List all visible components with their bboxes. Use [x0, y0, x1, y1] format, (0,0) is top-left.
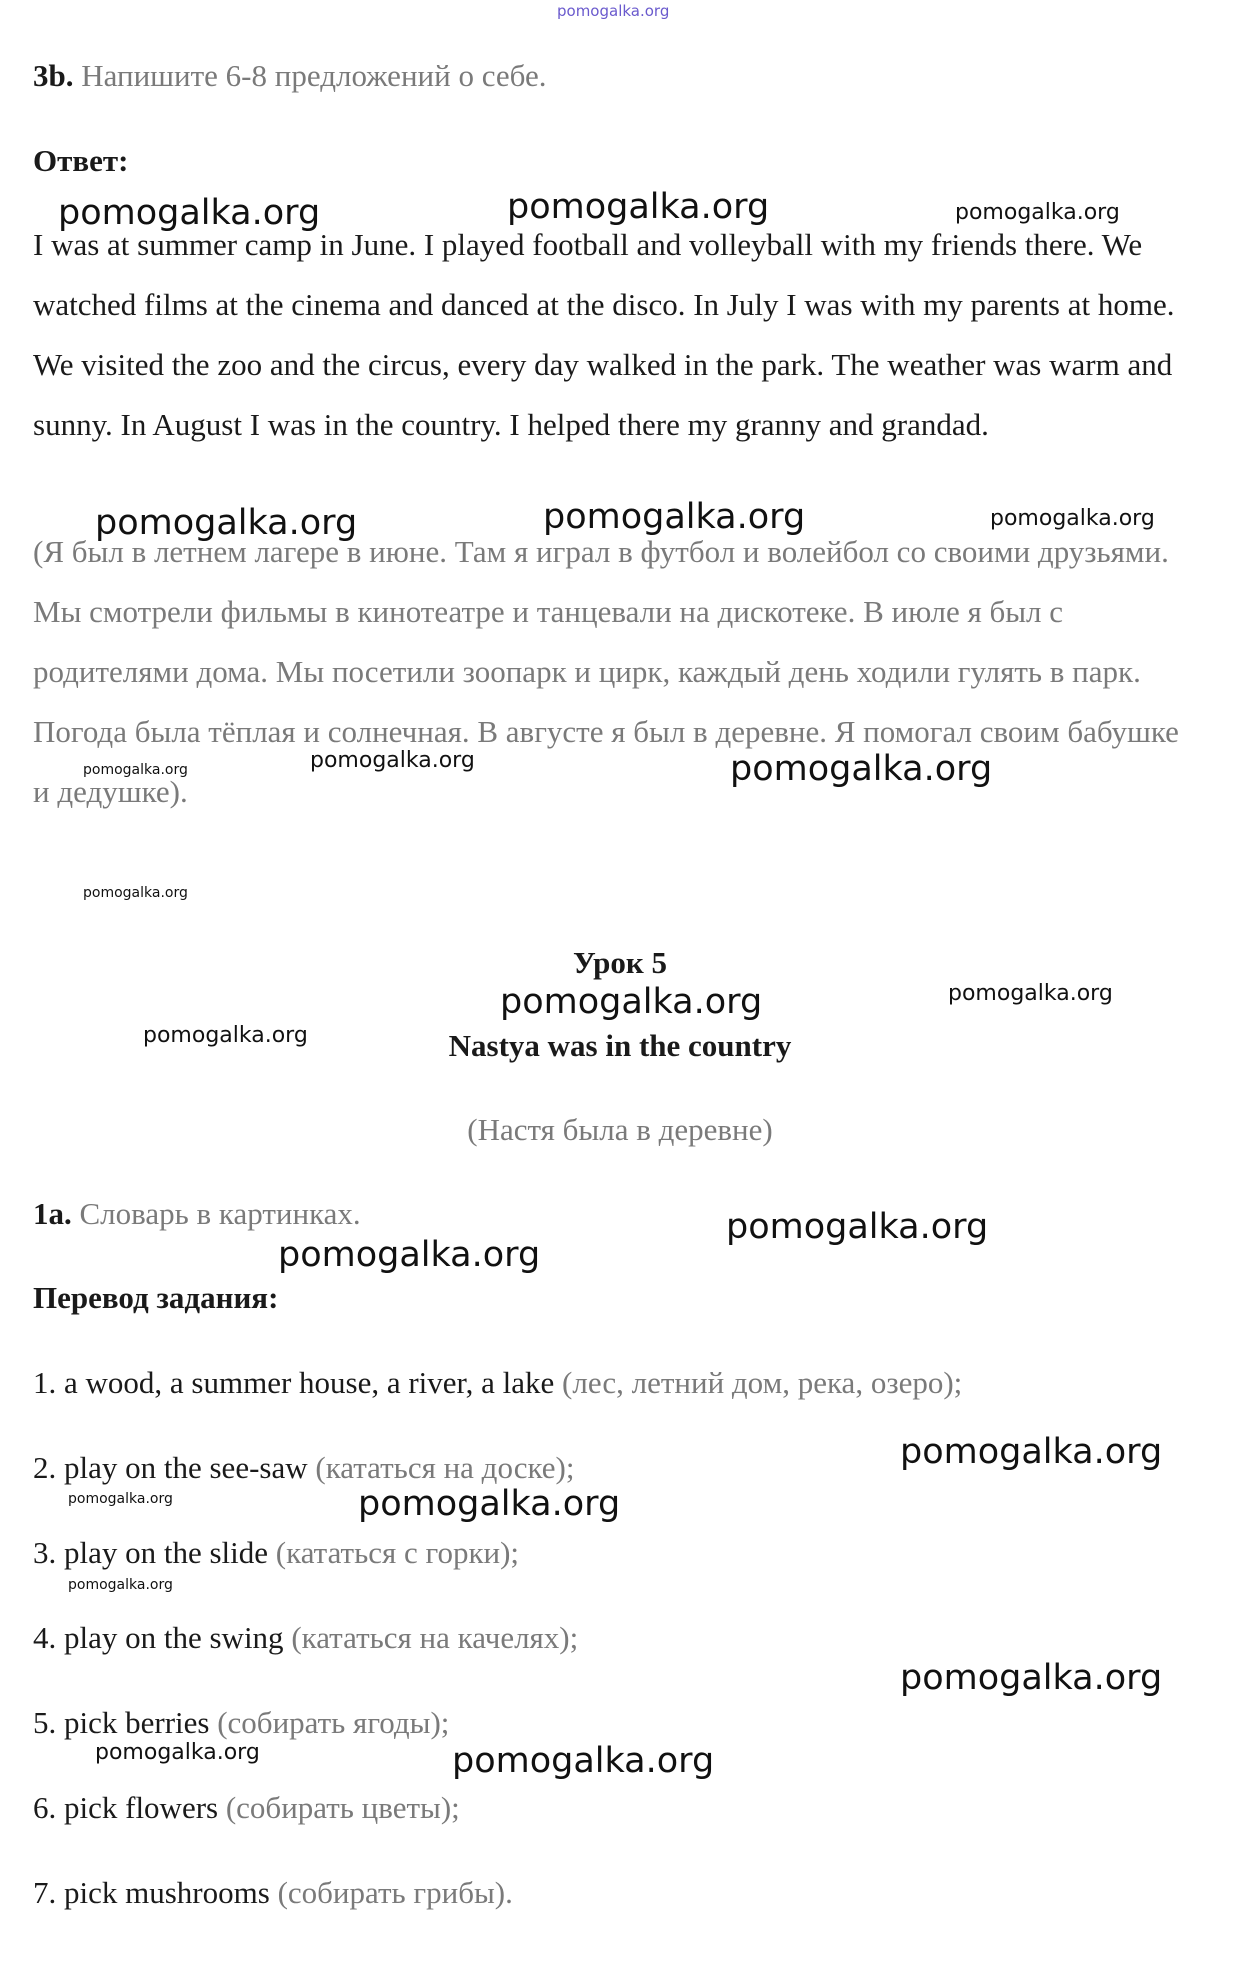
watermark: pomogalka.org: [58, 193, 321, 233]
task-1a-label: 1a.: [33, 1196, 72, 1231]
vocab-russian: (собирать цветы);: [225, 1790, 460, 1825]
vocab-russian: (кататься с горки);: [275, 1535, 520, 1570]
watermark: pomogalka.org: [452, 1741, 715, 1781]
vocab-item: [33, 1365, 962, 1401]
vocab-english: 2. play on the see-saw: [33, 1450, 308, 1485]
vocab-item: [33, 1535, 519, 1571]
vocab-english: 3. play on the slide: [33, 1535, 269, 1570]
watermark: pomogalka.org: [730, 749, 993, 789]
vocab-english: 5. pick berries: [33, 1705, 210, 1740]
task-3b: [33, 58, 546, 94]
watermark: pomogalka.org: [900, 1432, 1163, 1472]
answer-russian: (Я был в летнем лагере в июне. Там я играл в футбол и волейбол со своими друзьями. Мы смотрели фильмы в кинотеатре и танцевали на дискотеке. В июле я был с родителями дома. Мы посетили зоопарк и цирк, каждый день ходили гулять в парк. Погода была тёплая и солнечная. В августе я был в деревне. Я помогал своим бабушке и дедушке).: [33, 534, 1179, 809]
watermark: pomogalka.org: [83, 762, 188, 778]
watermark: pomogalka.org: [507, 187, 770, 227]
vocab-russian: (собирать грибы).: [277, 1875, 513, 1910]
vocab-item: [33, 1875, 513, 1911]
task-3b-text: Напишите 6-8 предложений о себе.: [81, 58, 547, 93]
watermark: pomogalka.org: [358, 1484, 621, 1524]
vocab-item: [33, 1620, 578, 1656]
vocab-item: [33, 1790, 460, 1826]
watermark: pomogalka.org: [68, 1577, 173, 1593]
watermark: pomogalka.org: [143, 1023, 308, 1048]
watermark: pomogalka.org: [83, 885, 188, 901]
watermark: pomogalka.org: [68, 1491, 173, 1507]
answer-english: I was at summer camp in June. I played football and volleyball with my friends there. We watched films at the cinema and danced at the disco. In July I was with my parents at home. We visited the zoo and the circus, every day walked in the park. The weather was warm and sunny. In August I was in the country. I helped there my granny and grandad.: [33, 227, 1175, 442]
vocab-english: 7. pick mushrooms: [33, 1875, 270, 1910]
task-3b-label: 3b.: [33, 58, 74, 93]
vocab-item: [33, 1705, 449, 1741]
watermark: pomogalka.org: [95, 503, 358, 543]
watermark: pomogalka.org: [948, 981, 1113, 1006]
vocab-russian: (собирать ягоды);: [217, 1705, 450, 1740]
task-1a: [33, 1196, 361, 1232]
watermark: pomogalka.org: [500, 982, 763, 1022]
answer-heading: Ответ:: [33, 143, 129, 178]
watermark: pomogalka.org: [726, 1207, 989, 1247]
vocab-russian: (кататься на качелях);: [291, 1620, 579, 1655]
lesson-number: Урок 5: [572, 945, 668, 980]
watermark: pomogalka.org: [95, 1740, 260, 1765]
watermark: pomogalka.org: [900, 1658, 1163, 1698]
vocab-russian: (лес, летний дом, река, озеро);: [562, 1365, 963, 1400]
vocab-english: 1. a wood, a summer house, a river, a lake: [33, 1365, 555, 1400]
lesson-translation: (Настя была в деревне): [467, 1112, 773, 1147]
vocab-english: 6. pick flowers: [33, 1790, 219, 1825]
vocab-english: 4. play on the swing: [33, 1620, 284, 1655]
watermark: pomogalka.org: [278, 1235, 541, 1275]
watermark: pomogalka.org: [955, 200, 1120, 225]
translation-heading: Перевод задания:: [33, 1280, 279, 1315]
watermark: pomogalka.org: [990, 506, 1155, 531]
watermark: pomogalka.org: [543, 497, 806, 537]
task-1a-text: Словарь в картинках.: [79, 1196, 361, 1231]
watermark: pomogalka.org: [310, 748, 475, 773]
lesson-title: Nastya was in the country: [448, 1028, 792, 1063]
vocab-russian: (кататься на доске);: [315, 1450, 575, 1485]
header-watermark: pomogalka.org: [557, 2, 670, 20]
vocab-item: [33, 1450, 574, 1486]
